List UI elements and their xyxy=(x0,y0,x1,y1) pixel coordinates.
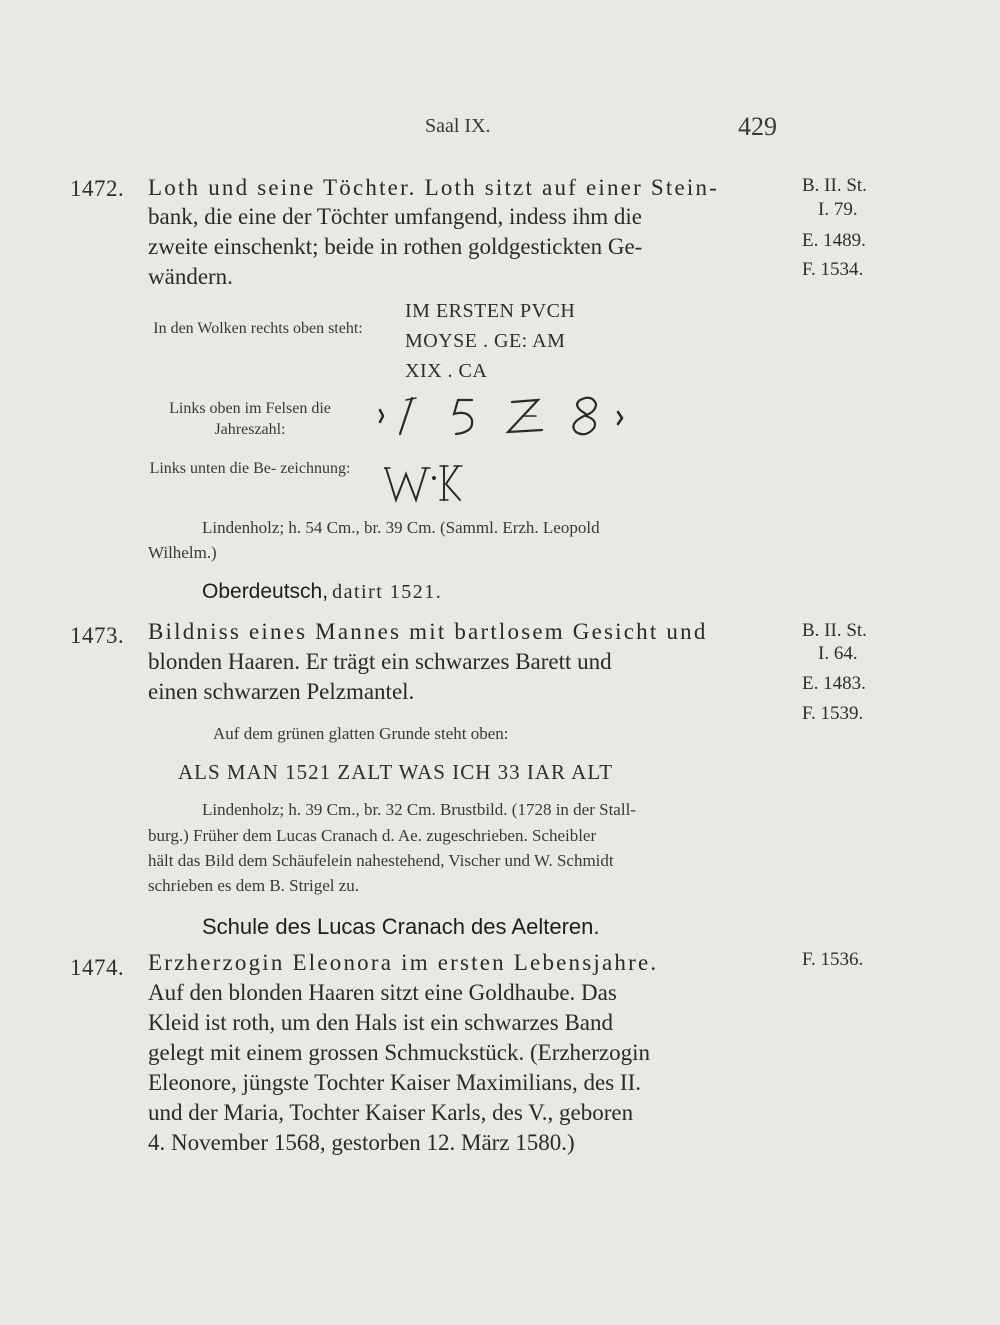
entry-1473-note-2: burg.) Früher dem Lucas Cranach d. Ae. zugeschrieben. Scheibler xyxy=(148,826,597,845)
caption-jahreszahl: Links oben im Felsen die Jahreszahl: xyxy=(169,400,331,438)
entry-1472-note-2: Wilhelm.) xyxy=(148,543,217,562)
entry-1473-ref-4: F. 1539. xyxy=(802,703,864,724)
inscription-line-2: MOYSE . GE: AM xyxy=(405,330,566,352)
date-inscription-graphic xyxy=(372,392,652,447)
entry-1472-line-2: bank, die eine der Töchter umfangend, indess ihm die xyxy=(148,204,642,229)
entry-1473-note-1: Lindenholz; h. 39 Cm., br. 32 Cm. Brustbild. (1728 in der Stall- xyxy=(202,800,636,819)
page-number: 429 xyxy=(738,112,777,141)
entry-1473-caption: Auf dem grünen glatten Grunde steht oben: xyxy=(213,724,509,743)
entry-1474-ref-1: F. 1536. xyxy=(802,949,864,970)
entry-1474-line-1 xyxy=(148,948,658,977)
entry-1474-line-6: und der Maria, Tochter Kaiser Karls, des V., geboren xyxy=(148,1100,634,1125)
entry-1473-ref-1: B. II. St. xyxy=(802,620,867,641)
entry-1472-ref-3: E. 1489. xyxy=(802,230,866,251)
section-heading-oberdeutsch xyxy=(202,580,442,604)
entry-1472-line-3: zweite einschenkt; beide in rothen goldgestickten Ge- xyxy=(148,234,643,259)
entry-1473-line-2: blonden Haaren. Er trägt ein schwarzes Barett und xyxy=(148,649,612,674)
entry-number-1474: 1474. xyxy=(70,955,125,980)
entry-number-1472: 1472. xyxy=(70,176,125,201)
running-header: Saal IX. xyxy=(425,115,491,137)
entry-1473-title: Bildniss eines Mannes mit bartlosem Gesicht und xyxy=(148,619,708,644)
section-heading-date: datirt 1521. xyxy=(332,581,443,603)
entry-1472-line-4: wändern. xyxy=(148,264,233,289)
entry-1472-ref-2: I. 79. xyxy=(818,199,858,220)
entry-1472-ref-4: F. 1534. xyxy=(802,259,864,280)
entry-1472-ref-1: B. II. St. xyxy=(802,175,867,196)
entry-number-1473: 1473. xyxy=(70,623,125,648)
entry-1473-line-3: einen schwarzen Pelzmantel. xyxy=(148,679,415,704)
caption-wolken: In den Wolken rechts oben steht: xyxy=(153,320,363,337)
caption-bezeichnung: Links unten die Be- zeichnung: xyxy=(149,460,351,477)
inscription-line-3: XIX . CA xyxy=(405,360,488,382)
entry-1474-line-2: Auf den blonden Haaren sitzt eine Goldhaube. Das xyxy=(148,980,617,1005)
section-heading-cranach: Schule des Lucas Cranach des Aelteren. xyxy=(202,914,600,939)
entry-1473-note-3: hält das Bild dem Schäufelein nahestehend, Vischer und W. Schmidt xyxy=(148,851,614,870)
entry-1473-note-4: schrieben es dem B. Strigel zu. xyxy=(148,876,360,895)
monogram-svg xyxy=(384,460,474,508)
entry-1473-ref-2: I. 64. xyxy=(818,643,858,664)
entry-1473-line-1 xyxy=(148,617,708,646)
entry-1474-line-4: gelegt mit einem grossen Schmuckstück. (Erzherzogin xyxy=(148,1040,651,1065)
entry-1472-note-1: Lindenholz; h. 54 Cm., br. 39 Cm. (Samml. Erzh. Leopold xyxy=(202,518,600,537)
entry-1474-line-3: Kleid ist roth, um den Hals ist ein schwarzes Band xyxy=(148,1010,614,1035)
section-heading-text: Oberdeutsch, xyxy=(202,580,329,603)
inscription-line-1: IM ERSTEN PVCH xyxy=(405,300,576,322)
entry-1472-title: Loth und seine Töchter. Loth sitzt auf einer Stein- xyxy=(148,175,720,200)
monogram-graphic xyxy=(384,460,474,513)
entry-1474-title: Erzherzogin Eleonora im ersten Lebensjahre. xyxy=(148,950,659,975)
entry-1472-line-1 xyxy=(148,173,719,202)
entry-1474-line-7: 4. November 1568, gestorben 12. März 1580.) xyxy=(148,1130,575,1155)
entry-1473-inscription: ALS MAN 1521 ZALT WAS ICH 33 IAR ALT xyxy=(178,760,614,784)
date-inscription-svg xyxy=(372,392,652,442)
entry-1474-line-5: Eleonore, jüngste Tochter Kaiser Maximilians, des II. xyxy=(148,1070,641,1095)
entry-1473-ref-3: E. 1483. xyxy=(802,673,866,694)
